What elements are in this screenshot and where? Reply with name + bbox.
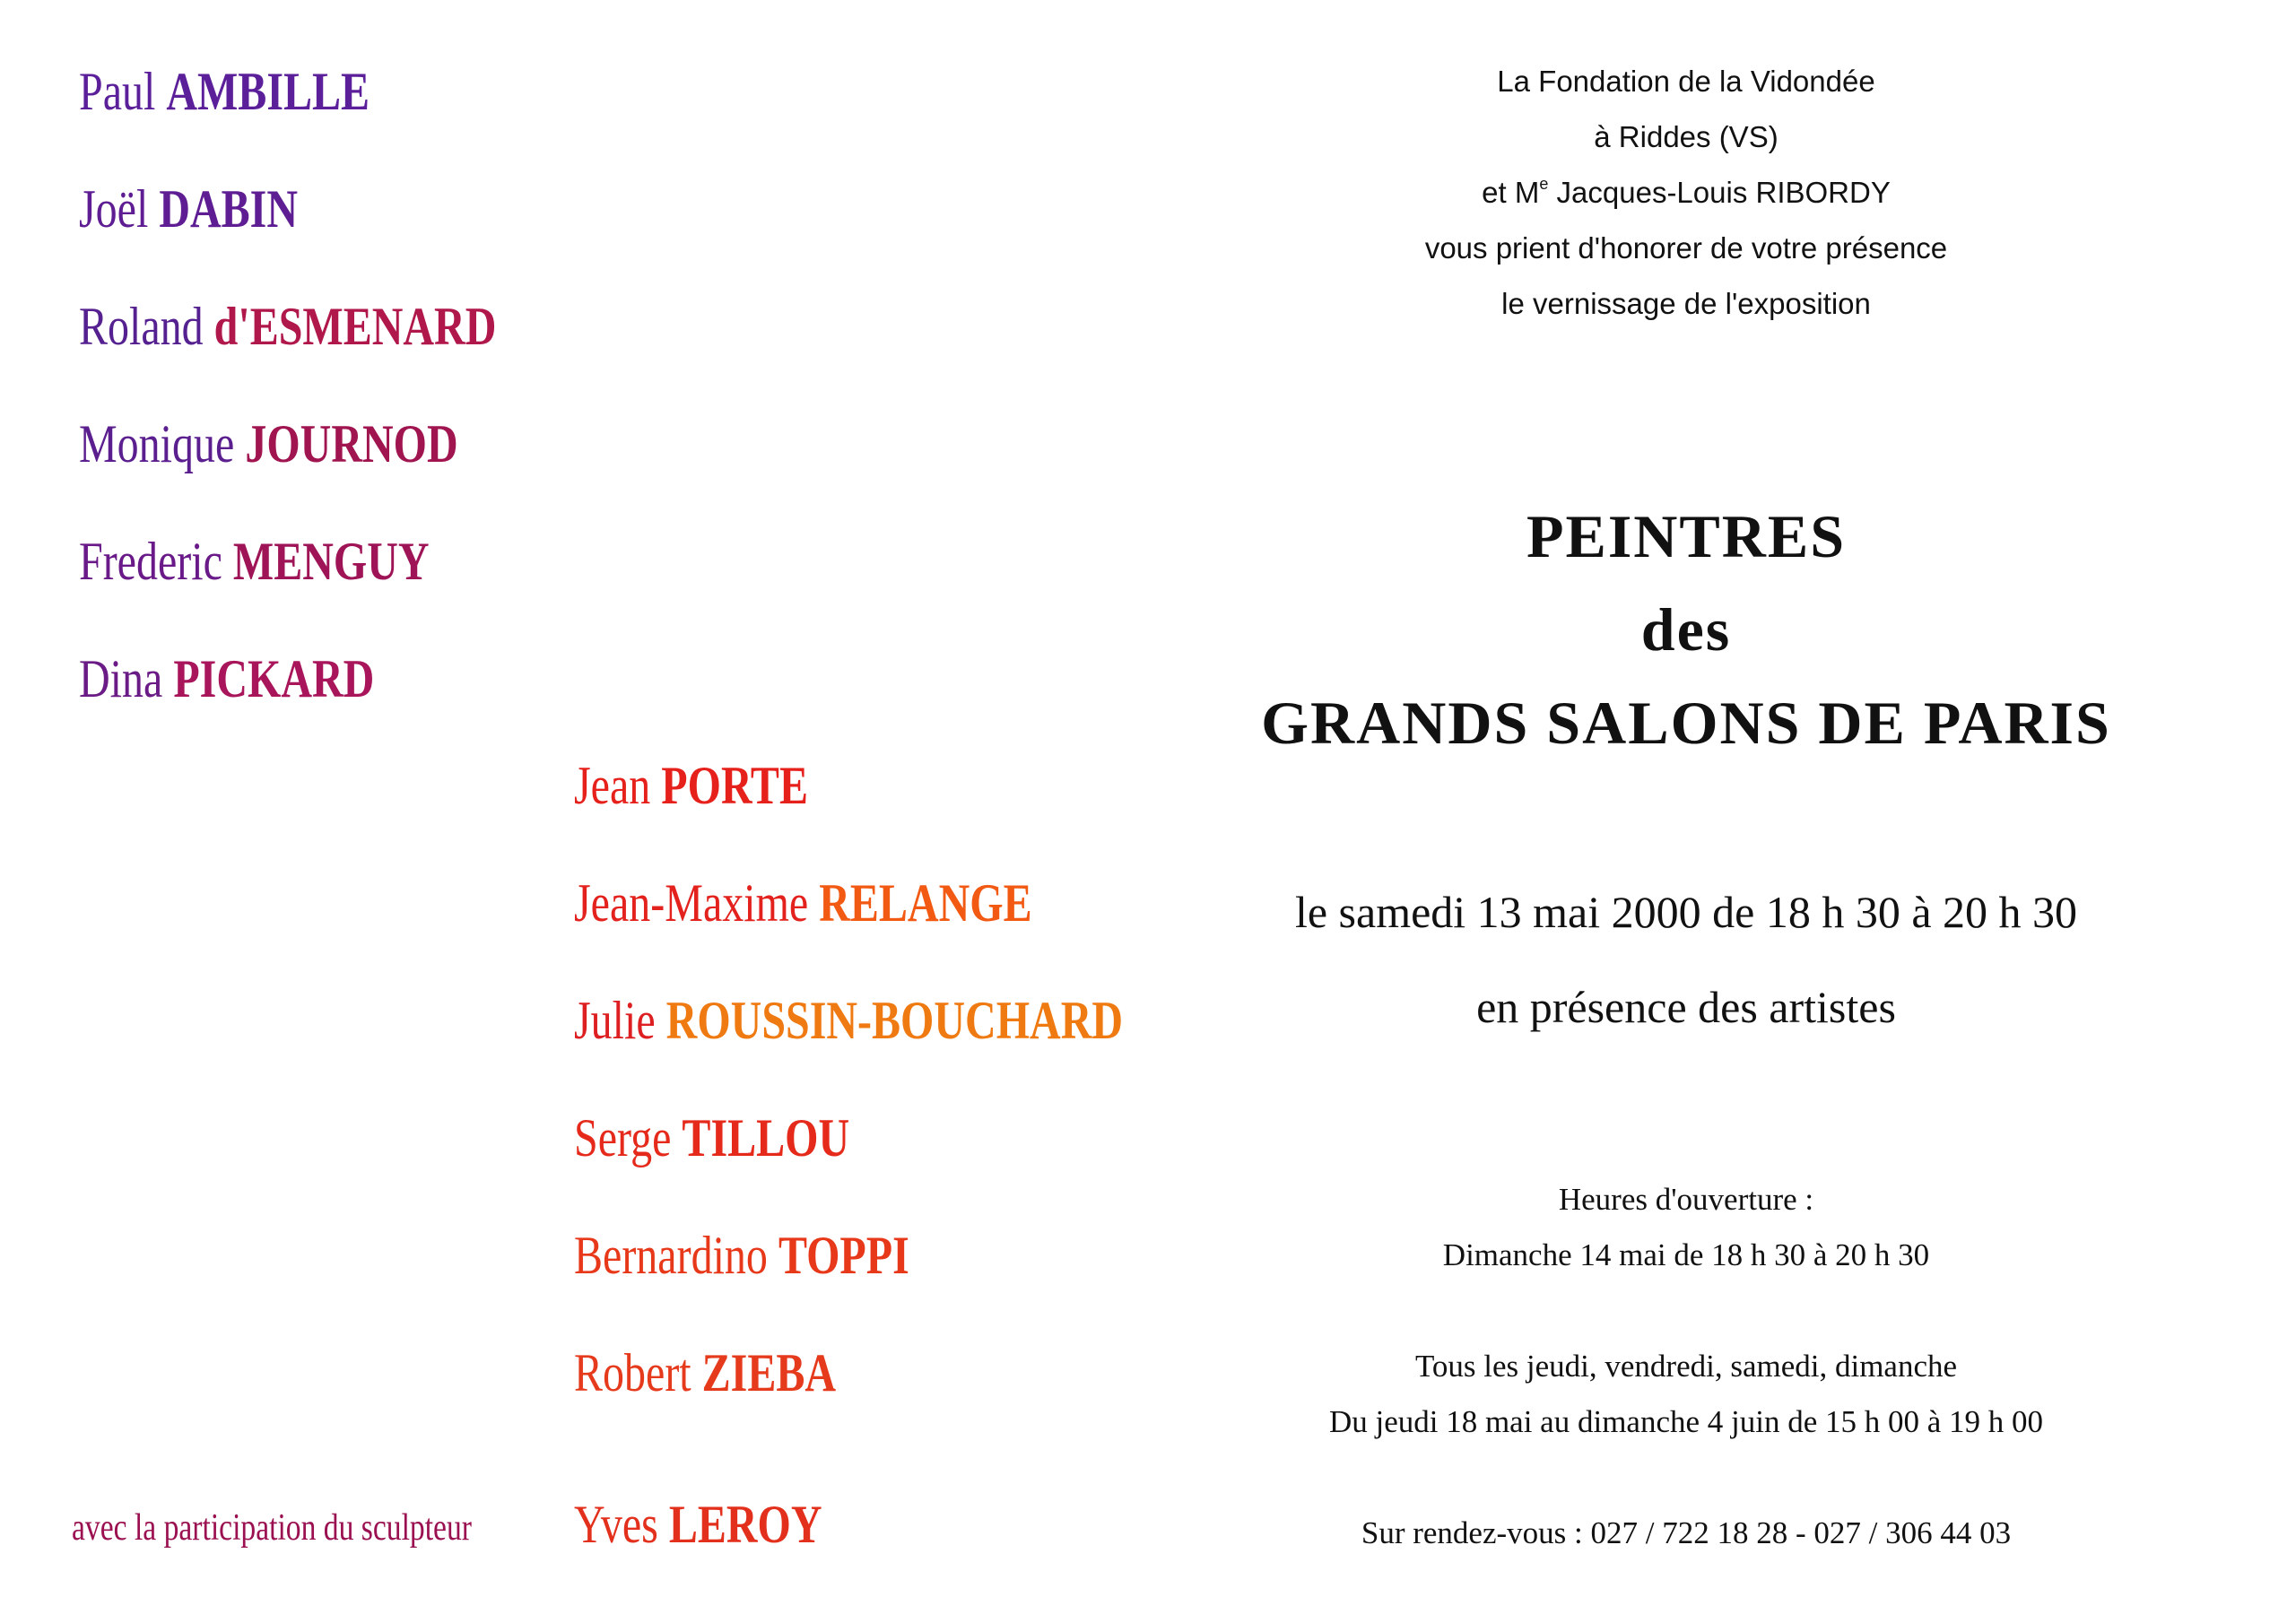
artist-first-name: Roland <box>79 297 204 356</box>
artist-surname: PORTE <box>661 756 808 815</box>
artist-surname: TOPPI <box>778 1226 909 1285</box>
artist-surname: PICKARD <box>173 649 375 708</box>
artist-first-name: Joël <box>79 179 149 239</box>
artist-name-dabin <box>79 179 299 239</box>
exhibition-title-line: des <box>1640 595 1732 664</box>
artist-surname: AMBILLE <box>166 62 370 121</box>
event-presence: en présence des artistes <box>1476 982 1896 1032</box>
artist-first-name: Julie <box>574 991 656 1050</box>
artist-name-porte <box>574 756 808 815</box>
artist-first-name: Yves <box>574 1495 658 1554</box>
artist-name-tillou <box>574 1108 850 1167</box>
artist-first-name: Robert <box>574 1343 691 1402</box>
artist-surname: DABIN <box>159 179 299 239</box>
hours-days: Tous les jeudi, vendredi, samedi, dimanche <box>1414 1349 1958 1384</box>
host-line-superscript: e <box>1539 175 1549 193</box>
artist-name-pickard <box>79 649 375 708</box>
artist-first-name: Frederic <box>79 532 222 591</box>
artist-surname: ROUSSIN-BOUCHARD <box>665 991 1124 1050</box>
hours-heading: Heures d'ouverture : <box>1558 1182 1814 1217</box>
artist-name-journod <box>79 414 458 473</box>
artist-name-relange <box>574 873 1032 933</box>
artist-first-name: Paul <box>79 62 156 121</box>
hours-range: Du jeudi 18 mai au dimanche 4 juin de 15 h 00 à 19 h 00 <box>1328 1404 2044 1439</box>
artist-surname: ZIEBA <box>701 1343 837 1402</box>
artist-surname: MENGUY <box>232 532 430 591</box>
artist-name-menguy <box>79 532 430 591</box>
artist-first-name: Bernardino <box>574 1226 768 1285</box>
artist-surname: TILLOU <box>682 1108 850 1167</box>
artist-surname: LEROY <box>668 1495 822 1554</box>
artist-first-name: Jean-Maxime <box>574 873 809 933</box>
host-line: à Riddes (VS) <box>1594 120 1779 153</box>
artist-name-esmenard <box>79 297 497 356</box>
artist-first-name: Dina <box>79 649 163 708</box>
artist-first-name: Jean <box>574 756 651 815</box>
artist-surname: d'ESMENARD <box>213 297 497 356</box>
hours-sunday: Dimanche 14 mai de 18 h 30 à 20 h 30 <box>1442 1237 1930 1272</box>
artist-surname: JOURNOD <box>245 414 458 473</box>
host-line <box>1363 175 2009 209</box>
sculptor-label: avec la participation du sculpteur <box>72 1507 472 1549</box>
artist-first-name: Monique <box>79 414 235 473</box>
host-line-name: Jacques-Louis RIBORDY <box>1548 176 1891 209</box>
host-line-prefix: et M <box>1482 176 1540 209</box>
artist-name-roussin-bouchard <box>574 991 1124 1050</box>
host-line: La Fondation de la Vidondée <box>1497 65 1875 98</box>
artist-surname: RELANGE <box>819 873 1032 933</box>
exhibition-title-line: PEINTRES <box>1526 502 1847 570</box>
host-line: vous prient d'honorer de votre présence <box>1424 231 1948 265</box>
event-date: le samedi 13 mai 2000 de 18 h 30 à 20 h 30 <box>1294 887 2078 937</box>
artist-first-name: Serge <box>574 1108 672 1167</box>
artist-name-ambille <box>79 62 370 121</box>
hours-appointment: Sur rendez-vous : 027 / 722 18 28 - 027 / 306 44 03 <box>1361 1515 2012 1550</box>
host-line: le vernissage de l'exposition <box>1501 287 1871 320</box>
artist-name-toppi <box>574 1226 909 1285</box>
sculptor-name <box>574 1495 822 1554</box>
exhibition-title-line: GRANDS SALONS DE PARIS <box>1261 689 2111 757</box>
artist-name-zieba <box>574 1343 837 1402</box>
